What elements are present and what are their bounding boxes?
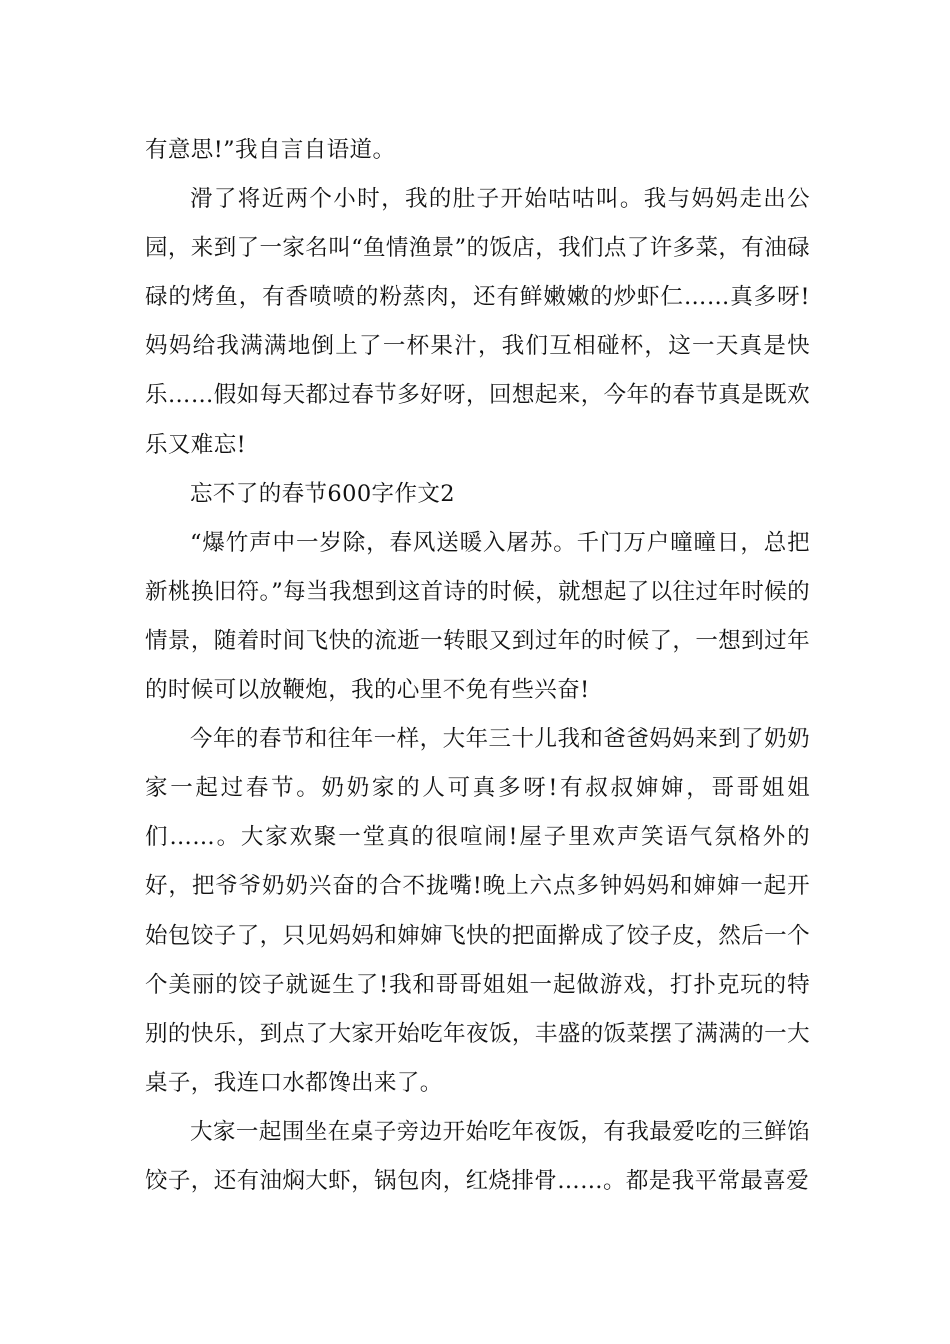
paragraph-dinner: 大家一起围坐在桌子旁边开始吃年夜饭，有我最爱吃的三鲜馅饺子，还有油焖大虾，锅包肉，红烧排骨……。都是我平常最喜爱 bbox=[145, 1118, 810, 1194]
essay-title-2: 忘不了的春节600字作文2 bbox=[190, 480, 455, 507]
paragraph-continuation: 有意思!”我自言自语道。 bbox=[145, 137, 396, 163]
essay-body bbox=[145, 126, 810, 1206]
paragraph-grandma-home: 今年的春节和往年一样，大年三十儿我和爸爸妈妈来到了奶奶家一起过春节。奶奶家的人可真多呀!有叔叔婶婶，哥哥姐姐们……。大家欢聚一堂真的很喧闹!屋子里欢声笑语气氛格外的好，把爷爷奶奶兴奋的合不拢嘴!晚上六点多钟妈妈和婶婶一起开始包饺子了，只见妈妈和婶婶飞快的把面擀成了饺子皮，然后一个个美丽的饺子就诞生了!我和哥哥姐姐一起做游戏，打扑克玩的特别的快乐，到点了大家开始吃年夜饭，丰盛的饭菜摆了满满的一大桌子，我连口水都馋出来了。 bbox=[145, 726, 810, 1096]
paragraph-restaurant: 滑了将近两个小时，我的肚子开始咕咕叫。我与妈妈走出公园，来到了一家名叫“鱼情渔景”的饭店，我们点了许多菜，有油碌碌的烤鱼，有香喷喷的粉蒸肉，还有鲜嫩嫩的炒虾仁……真多呀!妈妈给我满满地倒上了一杯果汁，我们互相碰杯，这一天真是快乐……假如每天都过春节多好呀，回想起来，今年的春节真是既欢乐又难忘! bbox=[145, 186, 811, 458]
paragraph-poem: “爆竹声中一岁除，春风送暖入屠苏。千门万户曈曈日，总把新桃换旧符。”每当我想到这首诗的时候，就想起了以往过年时候的情景，随着时间飞快的流逝一转眼又到过年的时候了，一想到过年的时候可以放鞭炮，我的心里不免有些兴奋! bbox=[145, 529, 810, 704]
